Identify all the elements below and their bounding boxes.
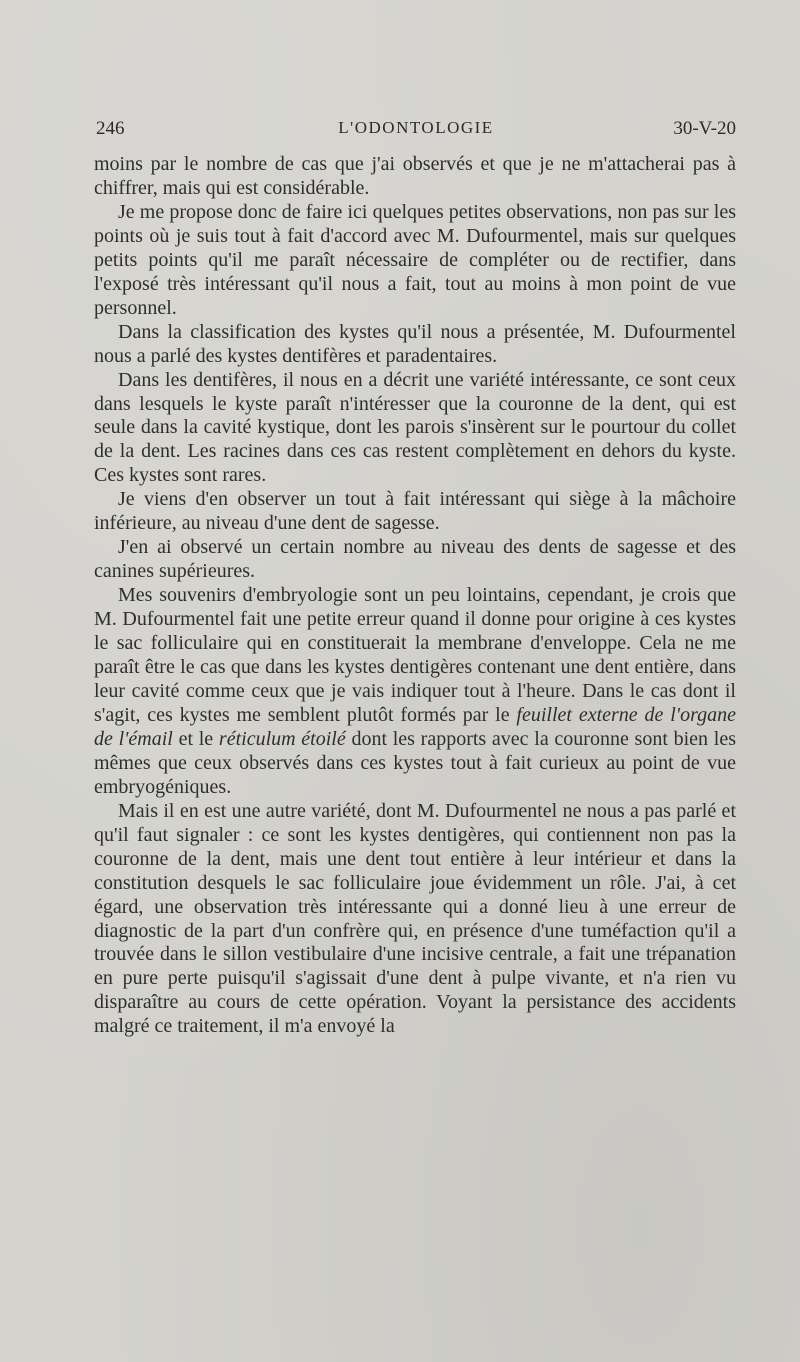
page-number: 246 xyxy=(96,118,125,139)
paragraph: Mais il en est une autre variété, dont M. Dufourmentel ne nous a pas parlé et qu'il faut signaler : ce sont les kystes dentigères, qui contiennent non pas la couronne de la dent, mais une dent tout entière à leur intérieur et dans la constitution desquels le sac folliculaire joue évidemment un rôle. J'ai, à cet égard, une observation très intéressante qui a donné lieu à une erreur de diagnostic de la part d'un confrère qui, en présence d'une tuméfaction qu'il a trouvée dans le sillon vestibulaire d'une incisive centrale, a fait une trépanation en pure perte puisqu'il s'agissait d'une dent à pulpe vivante, et n'a rien vu disparaître au cours de cette opération. Voyant la persistance des accidents malgré ce traitement, il m'a envoyé la xyxy=(94,799,736,1038)
paragraph xyxy=(94,584,736,800)
paragraph: J'en ai observé un certain nombre au niveau des dents de sagesse et des canines supérieures. xyxy=(94,536,736,583)
paragraph-text: Mes souvenirs d'embryologie sont un peu lointains, cependant, je crois que M. Dufourmentel fait une petite erreur quand il donne pour origine à ces kystes le sac folliculaire qui en constituerait la membrane d'enveloppe. Cela ne me paraît être le cas que dans les kystes dentigères contenant une dent entière, dans leur cavité comme ceux que je vais indiquer tout à l'heure. Dans le cas dont il s'agit, ces kystes me semblent plutôt formés par le xyxy=(94,584,736,726)
paragraph: Je viens d'en observer un tout à fait intéressant qui siège à la mâchoire inférieure, au niveau d'une dent de sagesse. xyxy=(94,488,736,535)
paragraph-text: dont les rapports avec la couronne sont bien les mêmes que ceux observés dans ces kystes tout à fait curieux au point de vue embryogéniques. xyxy=(94,727,736,798)
paragraph: Dans les dentifères, il nous en a décrit une variété intéressante, ce sont ceux dans lesquels le kyste paraît n'intéresser que la couronne de la dent, qui est seule dans la cavité kystique, dont les parois s'insèrent sur le pourtour du collet de la dent. Les racines dans ces cas restent complètement en dehors du kyste. Ces kystes sont rares. xyxy=(94,368,736,487)
body-text xyxy=(94,153,736,1039)
page-header xyxy=(96,118,736,146)
paragraph: Dans la classification des kystes qu'il nous a présentée, M. Dufourmentel nous a parlé des kystes dentifères et paradentaires. xyxy=(94,320,736,367)
italic-term: réticulum étoilé xyxy=(218,727,346,750)
paragraph-text: et le xyxy=(172,727,219,750)
running-title: L'ODONTOLOGIE xyxy=(338,118,494,137)
issue-date: 30-V-20 xyxy=(673,118,736,139)
paragraph: moins par le nombre de cas que j'ai observés et que je ne m'attacherai pas à chiffrer, mais qui est considérable. xyxy=(94,153,736,199)
italic-term: feuillet externe de l'organe de l'émail xyxy=(94,703,736,750)
paragraph: Je me propose donc de faire ici quelques petites observations, non pas sur les points où je suis tout à fait d'accord avec M. Dufourmentel, mais sur quelques petits points qu'il me paraît nécessaire de compléter ou de rectifier, dans l'exposé très intéressant qu'il nous a fait, tout au moins à mon point de vue personnel. xyxy=(94,200,736,319)
